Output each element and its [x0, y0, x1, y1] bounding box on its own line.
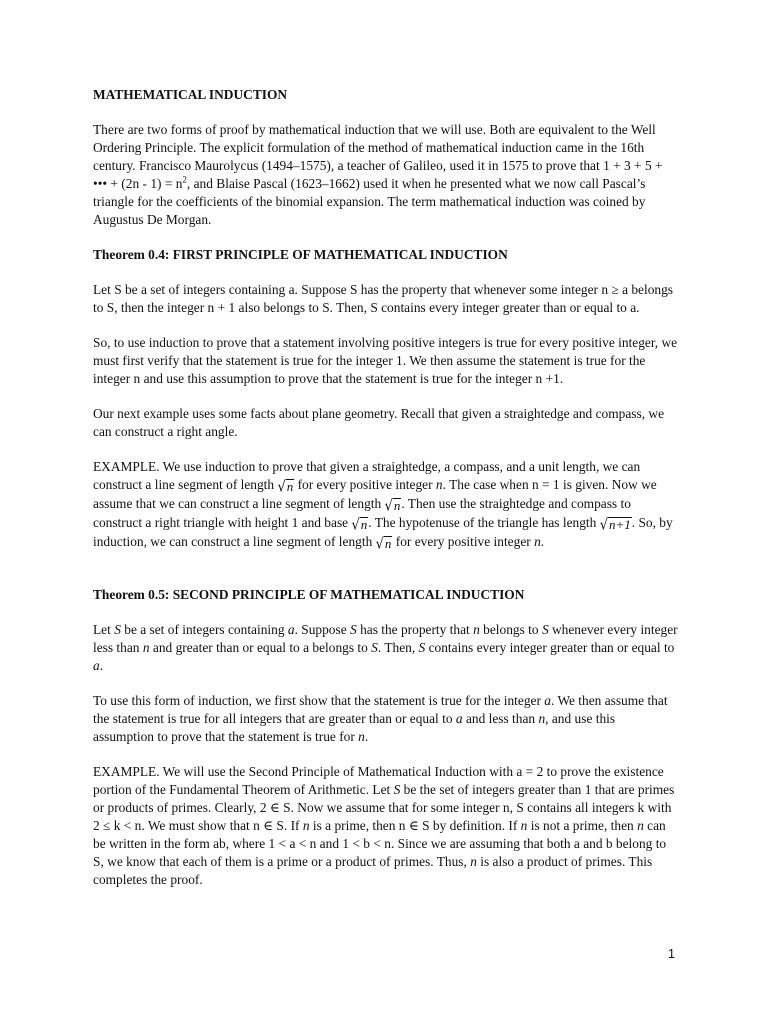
theorem-text: has the property that: [356, 622, 474, 637]
radical-sign: √: [384, 497, 393, 516]
radicand: n+1: [608, 517, 631, 532]
radical-sign: √: [599, 516, 608, 535]
radicand: n: [360, 517, 368, 532]
example-2-text: be the set of integers greater than 1 that are primes or products of primes. Clearly, 2 ∈ S. Now we assume that for some integer n, S contains all integers k with 2 ≤ k < n. We must show that n ∈ S. If: [93, 782, 675, 833]
italic-a: a: [455, 711, 463, 726]
italic-S: S: [371, 640, 378, 655]
example-1-text: for every positive integer: [392, 534, 535, 549]
usage-text: To use this form of induction, we first show that the statement is true for the integer: [93, 693, 545, 708]
induction-usage-paragraph: So, to use induction to prove that a statement involving positive integers is true for every positive integer, we must first verify that the statement is true for the integer 1. We then assume the statement is true for the integer n and use this assumption to prove that the statement is true for the integer n +1.: [93, 335, 678, 386]
usage-text: . We then assume that the statement is true for all integers that are greater than or equal to: [93, 693, 668, 726]
theorem-text: and greater than or equal to a belongs to: [149, 640, 372, 655]
example-2-text: EXAMPLE. We will use the Second Principle of Mathematical Induction with a = 2 to prove the existence portion of the Fundamental Theorem of Arithmetic. Let: [93, 764, 664, 797]
italic-n: n: [538, 711, 546, 726]
geometry-paragraph: Our next example uses some facts about plane geometry. Recall that given a straightedge and compass, we can construct a right angle.: [93, 406, 665, 439]
example-1-text: . The case when n = 1 is given. Now we assume that we can construct a line segment of length: [93, 477, 657, 511]
theorem-text: contains every integer greater than or equal to: [425, 640, 675, 655]
theorem-text: .: [99, 658, 104, 673]
example-2-text: is also a product of primes. This completes the proof.: [93, 854, 653, 887]
theorem-text: be a set of integers containing: [120, 622, 288, 637]
italic-n: n: [435, 477, 443, 492]
radical-sign: √: [375, 535, 384, 554]
theorem-0-5-heading: Theorem 0.5: SECOND PRINCIPLE OF MATHEMATICAL INDUCTION: [93, 587, 525, 602]
radical-sign: √: [351, 516, 360, 535]
italic-S: S: [393, 782, 401, 797]
radicand: n: [286, 479, 294, 494]
theorem-text: belongs to: [479, 622, 542, 637]
italic-S: S: [541, 622, 549, 637]
superscript-2: 2: [182, 174, 187, 185]
italic-S: S: [114, 622, 121, 637]
example-2-text: is not a prime, then: [527, 818, 638, 833]
italic-n: n: [358, 729, 365, 744]
usage-text: and less than: [462, 711, 539, 726]
theorem-text: Let: [93, 622, 115, 637]
example-1-text: EXAMPLE. We use induction to prove that given a straightedge, a compass, and a unit length, we can construct a line segment of length: [93, 459, 641, 492]
example-1-text: . So, by induction, we can construct a line segment of length: [93, 515, 673, 549]
document-body: [93, 86, 678, 906]
example-1-text: .: [540, 534, 545, 549]
second-principle-usage-paragraph: [93, 692, 678, 746]
example-1-text: . Then use the straightedge and compass to construct a right triangle with height 1 and base: [93, 496, 631, 530]
italic-a: a: [93, 658, 100, 673]
example-1-paragraph: [93, 458, 678, 552]
intro-text-1: There are two forms of proof by mathematical induction that we will use. Both are equivalent to the Well Ordering Principle. The explicit formulation of the method of mathematical induction came in the 16th century. Francisco Maurolycus (1494–1575), a teacher of Galileo, used it in 1575 to prove that 1 + 3 + 5 + ••• + (2n - 1) = n: [93, 122, 663, 191]
intro-paragraph: [93, 121, 678, 229]
italic-n: n: [302, 818, 310, 833]
example-2-text: can be written in the form ab, where 1 < a < n and 1 < b < n. Since we are assuming that both a and b belong to S, we know that each of them is a prime or a product of primes. Thus,: [93, 818, 667, 869]
page-number: 1: [668, 947, 675, 961]
italic-n: n: [534, 534, 541, 549]
italic-n: n: [520, 818, 528, 833]
intro-text-2: , and Blaise Pascal (1623–1662) used it when he presented what we now call Pascal’s triangle for the coefficients of the binomial expansion. The term mathematical induction was coined by Augustus De Morgan.: [93, 176, 646, 227]
example-2-paragraph: [93, 763, 678, 889]
theorem-text: whenever every integer less than: [93, 622, 678, 655]
spacer: [93, 569, 678, 586]
radical-sign: √: [277, 478, 286, 497]
theorem-text: . Suppose: [294, 622, 351, 637]
example-2-text: is a prime, then n ∈ S by definition. If: [309, 818, 521, 833]
sqrt-n-expression: [376, 536, 393, 552]
theorem-0-5-statement: [93, 621, 678, 675]
italic-n: n: [470, 854, 477, 869]
italic-a: a: [287, 622, 295, 637]
sqrt-n-expression: [385, 498, 402, 514]
usage-text: , and use this assumption to prove that the statement is true for: [93, 711, 616, 744]
italic-n: n: [473, 622, 480, 637]
theorem-text: . Then,: [377, 640, 419, 655]
page-title: MATHEMATICAL INDUCTION: [93, 87, 288, 102]
radicand: n: [393, 498, 401, 513]
radicand: n: [384, 536, 392, 551]
italic-S: S: [418, 640, 426, 655]
sqrt-n-expression: [351, 517, 368, 533]
sqrt-n-expression: [277, 479, 294, 495]
usage-text: .: [364, 729, 369, 744]
example-1-text: . The hypotenuse of the triangle has length: [368, 515, 600, 530]
theorem-0-4-heading: Theorem 0.4: FIRST PRINCIPLE OF MATHEMATICAL INDUCTION: [93, 247, 508, 262]
example-1-text: for every positive integer: [294, 477, 436, 492]
italic-n: n: [142, 640, 150, 655]
italic-S: S: [350, 622, 357, 637]
italic-n: n: [637, 818, 644, 833]
italic-a: a: [544, 693, 551, 708]
sqrt-n-plus-1-expression: [600, 517, 632, 533]
theorem-0-4-statement: Let S be a set of integers containing a. Suppose S has the property that whenever some integer n ≥ a belongs to S, then the integer n + 1 also belongs to S. Then, S contains every integer greater than or equal to a.: [93, 282, 674, 315]
